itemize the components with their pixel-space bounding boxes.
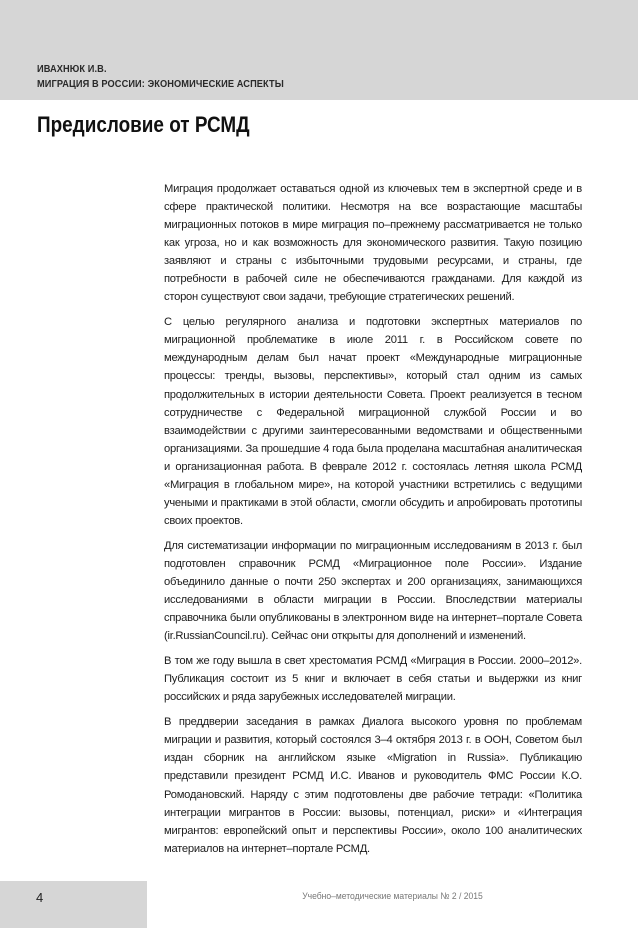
running-header-author: ИВАХНЮК И.В.: [37, 63, 107, 75]
paragraph: Для систематизации информации по миграционным исследованиям в 2013 г. был подготовлен справочник РСМД «Миграционное поле России». Издание объединило данные о почти 250 экспертах и 200 организациях, занимающихся исследованиями в области миграции в России. Впоследствии материалы справочника были опубликованы в электронном виде на интернет–портале Совета (ir.RussianCouncil.ru). Сейчас они открыты для дополнений и изменений.: [164, 539, 582, 643]
footer-caption: Учебно–методические материалы № 2 / 2015: [302, 891, 483, 902]
footer-caption-area: [147, 881, 638, 928]
paragraph: В том же году вышла в свет хрестоматия РСМД «Миграция в России. 2000–2012». Публикация состоит из 5 книг и включает в себя статьи и выдержки из книг российских и ряда зарубежных исследователей миграции.: [164, 655, 582, 704]
section-title: Предисловие от РСМД: [37, 112, 250, 137]
paragraph: В преддверии заседания в рамках Диалога высокого уровня по проблемам миграции и развития, который состоялся 3–4 октября 2013 г. в ООН, Советом был издан сборник на английском языке «Migration in Russia». Публикацию представили президент РСМД И.С. Иванов и руководитель ФМС России К.О. Ромодановский. Наряду с этим подготовлены две рабочие тетради: «Политика интеграции мигрантов в России: вызовы, потенциал, риски» и «Интеграция мигрантов: европейский опыт и перспективы России», около 100 аналитических материалов на интернет–портале РСМД.: [164, 716, 582, 855]
running-header-title: МИГРАЦИЯ В РОССИИ: ЭКОНОМИЧЕСКИЕ АСПЕКТЫ: [37, 78, 284, 90]
body-text: [164, 180, 582, 865]
paragraph: Миграция продолжает оставаться одной из ключевых тем в экспертной среде и в сфере практической политики. Несмотря на все возрастающие масштабы миграционных потоков в мире миграция по–прежнему рассматривается не только как угроза, но и как возможность для экономического развития. Такую позицию заявляют и страны с избыточными трудовыми ресурсами, и страны, где потребности в рабочей силе не обеспечиваются гражданами. Для каждой из сторон существуют свои задачи, требующие стратегических решений.: [164, 183, 582, 304]
paragraph: С целью регулярного анализа и подготовки экспертных материалов по миграционной проблематике в июле 2011 г. в Российском совете по международным делам был начат проект «Международные миграционные процессы: тренды, вызовы, перспективы», который стал одним из самых продолжительных в истории деятельности Совета. Проект реализуется в тесном сотрудничестве с Федеральной миграционной службой России и во взаимодействии с другими заинтересованными ведомствами и общественными организациями. За прошедшие 4 года была проделана масштабная аналитическая и организационная работа. В феврале 2012 г. состоялась летняя школа РСМД «Миграция в глобальном мире», на которой участники встретились с ведущими учеными и практиками в этой области, смогли обсудить и апробировать прототипы своих проектов.: [164, 316, 582, 527]
page-number: 4: [36, 890, 44, 905]
